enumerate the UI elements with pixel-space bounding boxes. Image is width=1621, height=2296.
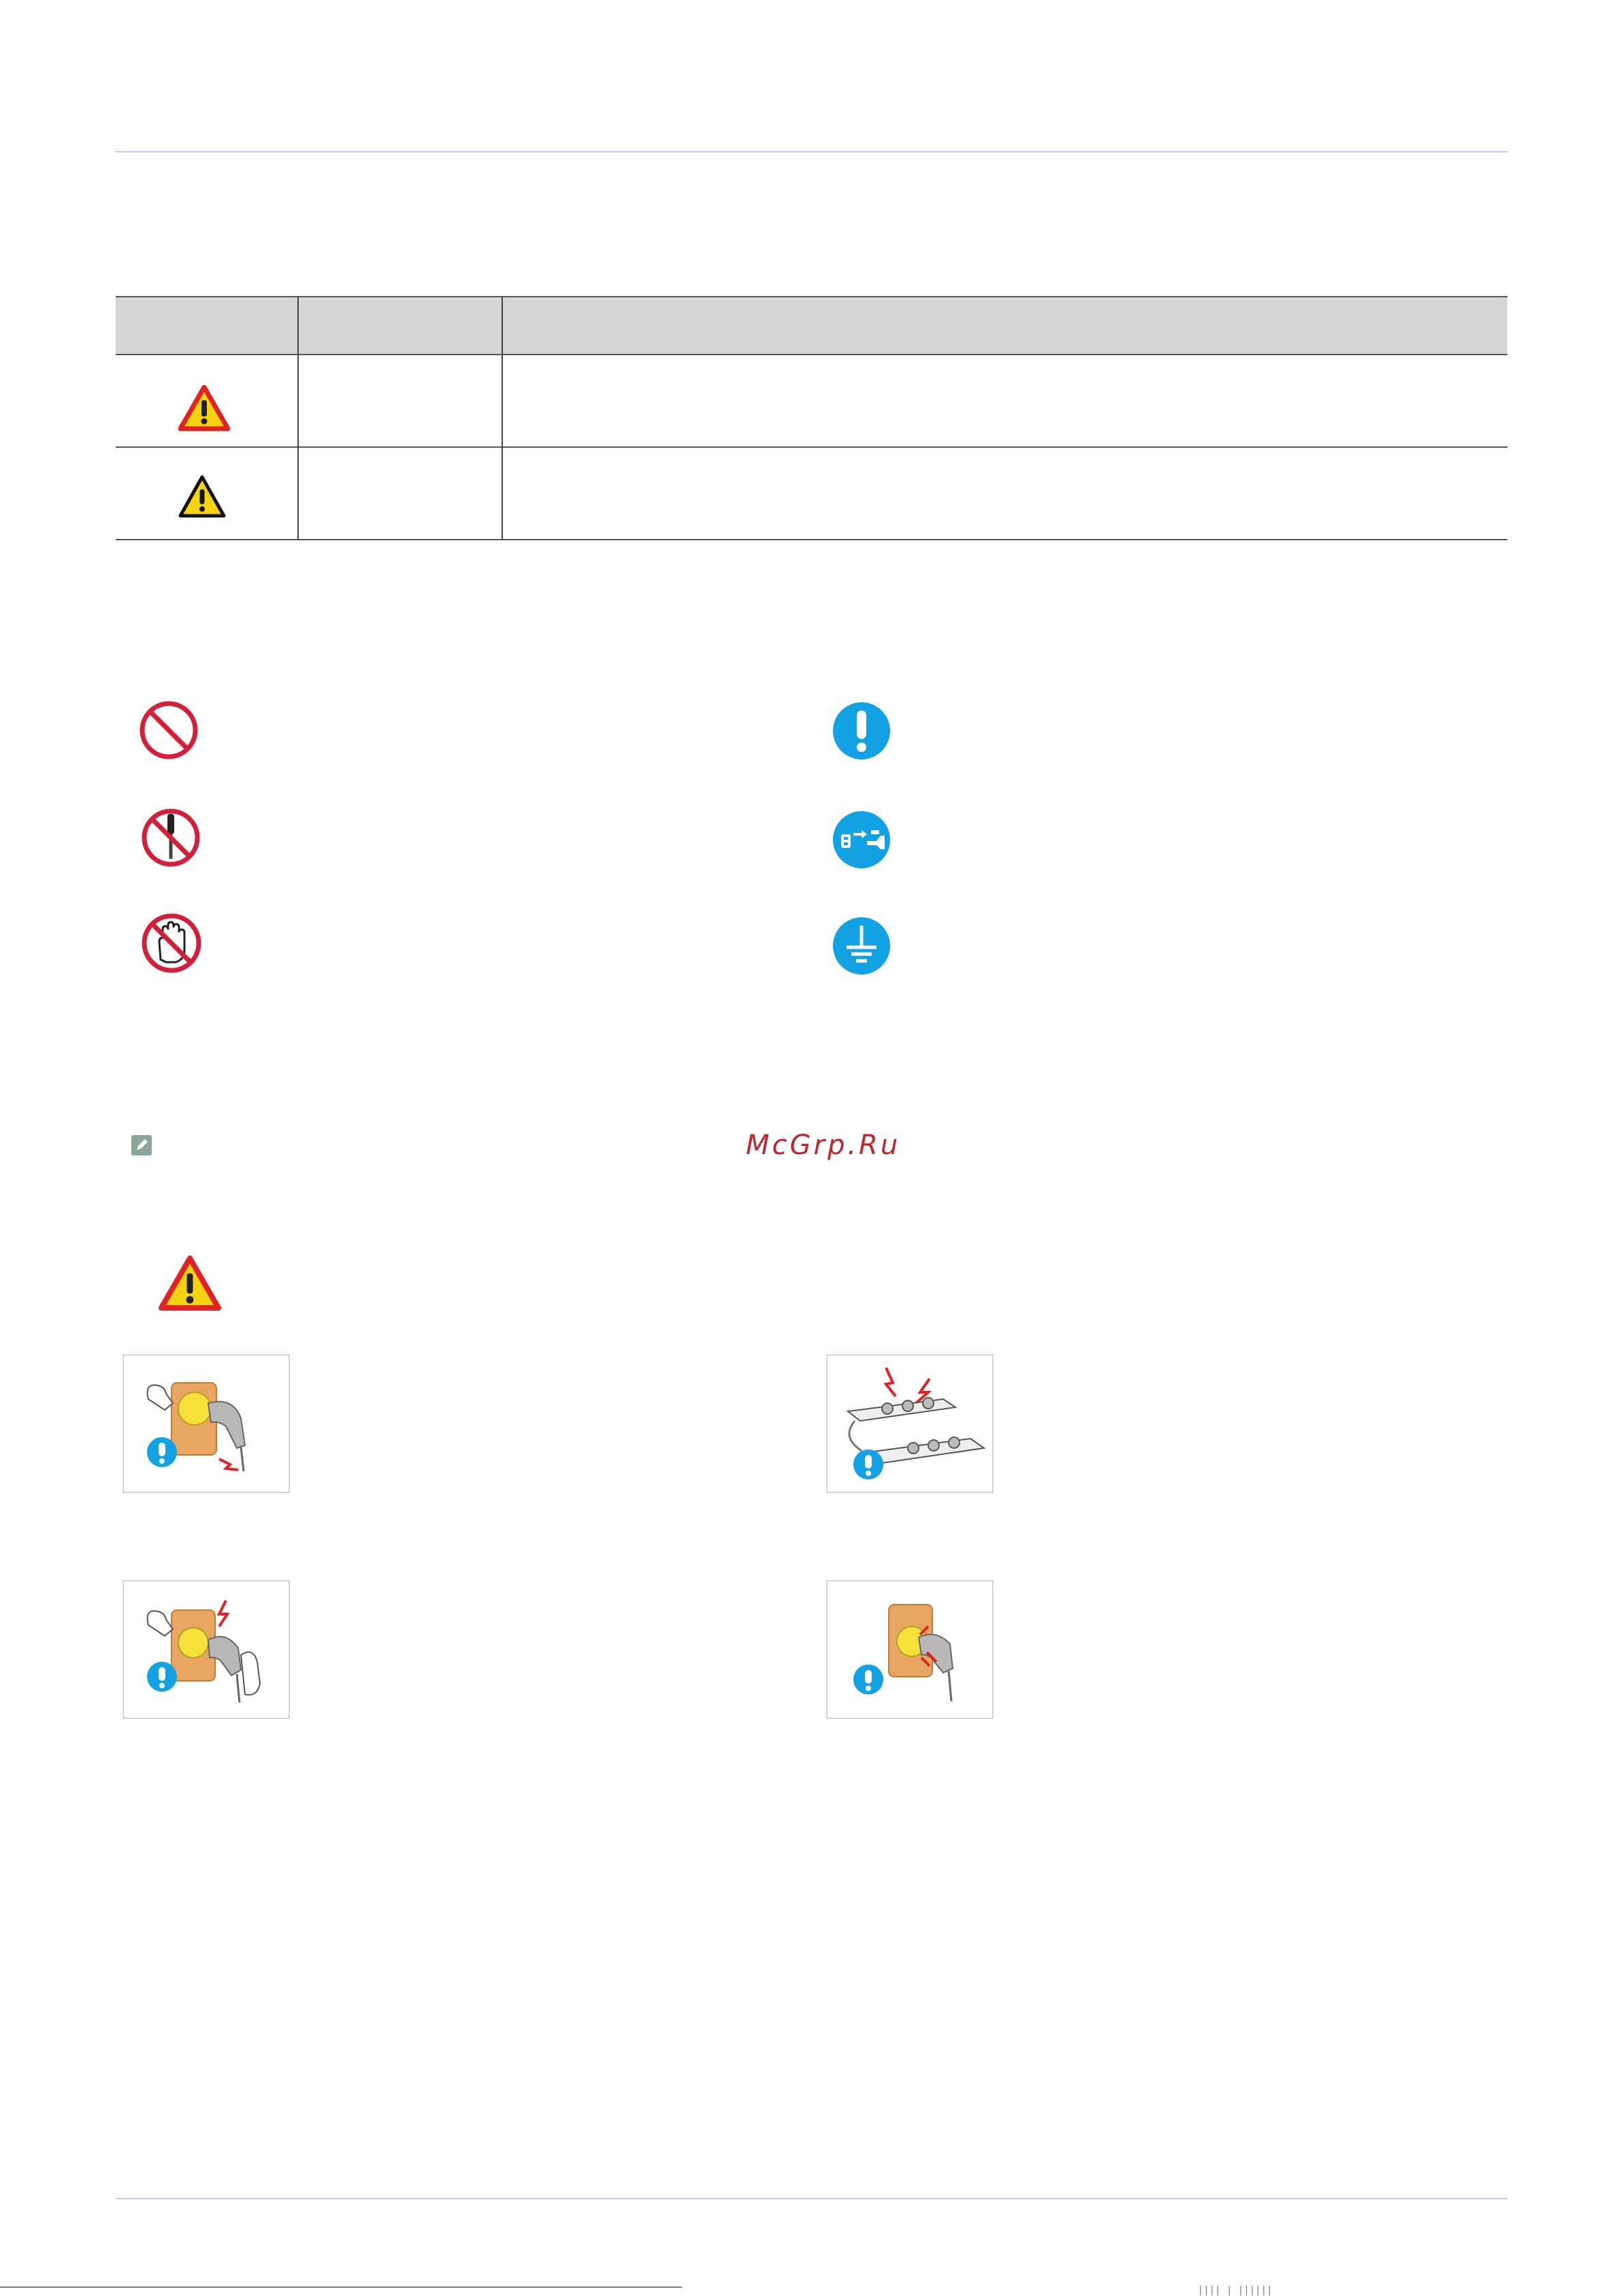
footer-line bbox=[0, 2286, 682, 2288]
footer-rule bbox=[116, 2198, 1507, 2199]
do-not-disassemble-icon bbox=[140, 807, 201, 868]
prohibited-icon bbox=[138, 700, 199, 761]
illustration-insert-plug-firmly bbox=[826, 1580, 994, 1719]
ground-icon bbox=[832, 916, 891, 976]
mandatory-exclamation-icon bbox=[832, 701, 891, 761]
unplug-power-icon bbox=[832, 810, 891, 870]
illustration-wet-hand-plug bbox=[122, 1354, 290, 1493]
header-rule bbox=[116, 151, 1507, 152]
table-header bbox=[116, 296, 1507, 355]
table-top-border bbox=[116, 296, 1507, 297]
caution-yellow-triangle-icon bbox=[178, 475, 226, 519]
table-column-divider bbox=[297, 296, 299, 540]
note-icon bbox=[131, 1135, 152, 1155]
illustration-overloaded-power-strip bbox=[826, 1354, 994, 1493]
table-column-divider bbox=[502, 296, 503, 540]
illustration-pull-plug-by-cord bbox=[122, 1580, 290, 1719]
table-row-divider bbox=[116, 446, 1507, 448]
do-not-touch-icon bbox=[140, 912, 203, 974]
watermark: McGrp.Ru bbox=[746, 1130, 901, 1161]
table-bottom-border bbox=[116, 539, 1507, 540]
table-header-border bbox=[116, 354, 1507, 355]
warning-red-triangle-icon bbox=[178, 385, 230, 431]
warning-red-triangle-icon bbox=[159, 1256, 221, 1311]
footer-marks: |||| | |||||| bbox=[1198, 2285, 1273, 2296]
